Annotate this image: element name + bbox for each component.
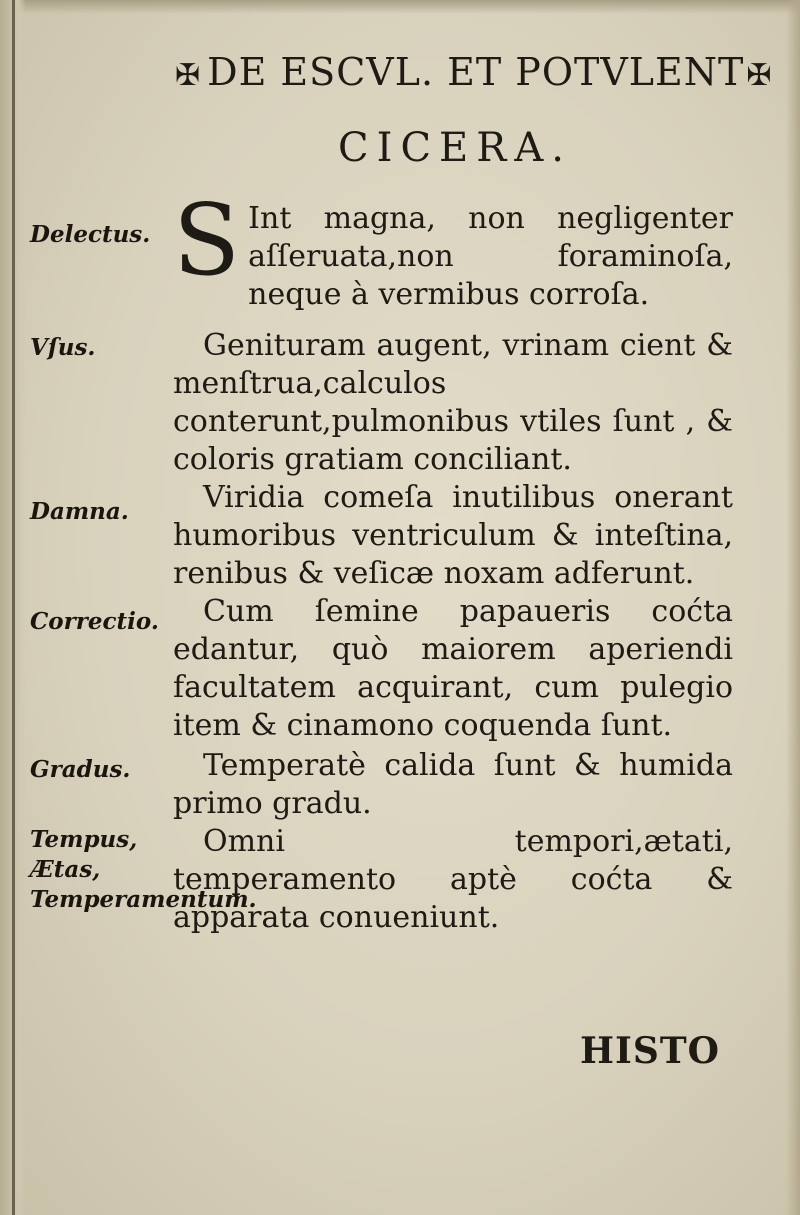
- running-head: [175, 48, 773, 96]
- paragraph: Omni tempori,ætati, temperamento aptè coćta & apparata conueniunt.: [173, 824, 733, 935]
- entry-text: [173, 593, 733, 745]
- gutter-line: [12, 0, 15, 1215]
- running-head-text: DE ESCVL. ET POTVLENT: [207, 50, 745, 94]
- entry-text: [173, 327, 733, 479]
- catchword: HISTO: [580, 1030, 720, 1072]
- paragraph: Int magna, non negligenter aſſeruata,non foraminoſa, neque à vermibus corroſa.: [248, 201, 733, 312]
- margin-label: Delectus.: [30, 221, 151, 248]
- margin-label: Vſus.: [30, 334, 96, 361]
- entry-text: [173, 747, 733, 823]
- margin-label: Tempus, Ætas, Temperamentum.: [30, 826, 257, 913]
- fleuron-right-icon: ✠: [746, 58, 773, 93]
- margin-label: Correctio.: [30, 608, 159, 635]
- entry-text: [173, 823, 733, 937]
- drop-cap: S: [173, 184, 241, 298]
- margin-label: Gradus.: [30, 756, 131, 783]
- paragraph: Temperatè calida ſunt & humida primo gradu.: [173, 748, 733, 821]
- paragraph: Cum ſemine papaueris coćta edantur, quò maiorem aperiendi facultatem acquirant, cum pulegio item & cinamono coquenda ſunt.: [173, 594, 733, 743]
- fleuron-left-icon: ✠: [175, 58, 202, 93]
- page-top-edge: [0, 0, 800, 14]
- section-title: CICERA.: [338, 125, 572, 171]
- page-right-edge: [786, 0, 800, 1215]
- paragraph: Viridia comeſa inutilibus onerant humoribus ventriculum & inteſtina, renibus & veſicæ noxam adferunt.: [173, 480, 733, 591]
- entry-text: [173, 184, 733, 314]
- paragraph: Genituram augent, vrinam cient & menſtrua,calculos conterunt,pulmonibus vtiles ſunt , & coloris gratiam conciliant.: [173, 328, 733, 477]
- margin-label: Damna.: [30, 498, 129, 525]
- entry-text: [173, 479, 733, 593]
